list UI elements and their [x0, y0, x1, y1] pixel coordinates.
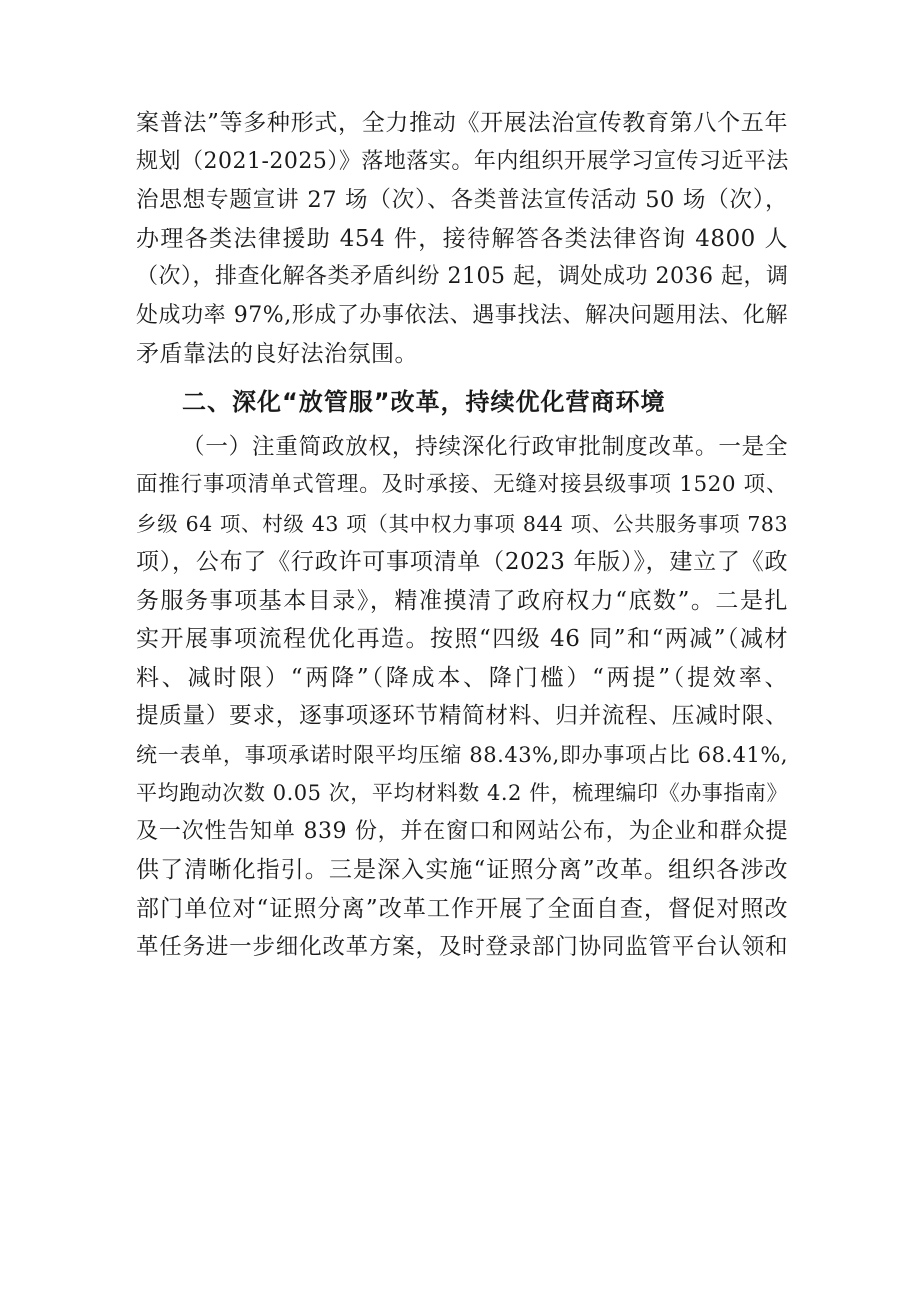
text-line: 项），公布了《行政许可事项清单（2023 年版）》，建立了《政: [136, 549, 788, 575]
text-line: 实开展事项流程优化再造。按照“四级 46 同”和“两减”（减材: [136, 626, 788, 652]
text-line: 处成功率 97%,形成了办事依法、遇事找法、解决问题用法、化解: [136, 302, 788, 328]
text-line: 乡级 64 项、村级 43 项（其中权力事项 844 项、公共服务事项 783: [136, 511, 788, 536]
text-line: 料、减时限）“两降”（降成本、降门槛）“两提”（提效率、: [136, 664, 788, 691]
text-line: 统一表单，事项承诺时限平均压缩 88.43%,即办事项占比 68.41%,: [136, 742, 788, 767]
text-line: 平均跑动次数 0.05 次，平均材料数 4.2 件，梳理编印《办事指南》: [136, 781, 788, 805]
text-line: 革任务进一步细化改革方案，及时登录部门协同监管平台认领和: [136, 934, 788, 960]
text-line: 案普法”等多种形式，全力推动《开展法治宣传教育第八个五年: [136, 110, 788, 136]
section-heading: 二、深化“放管服”改革，持续优化营商环境: [182, 387, 666, 416]
paragraph-legal-publicity: [136, 104, 788, 374]
text-line: 及一次性告知单 839 份，并在窗口和网站公布，为企业和群众提: [136, 818, 788, 844]
text-line: 办理各类法律援助 454 件，接待解答各类法律咨询 4800 人: [136, 225, 788, 252]
text-line: 部门单位对“证照分离”改革工作开展了全面自查，督促对照改: [136, 895, 788, 922]
text-line: 矛盾靠法的良好法治氛围。: [136, 341, 418, 367]
text-line: 面推行事项清单式管理。及时承接、无缝对接县级事项 1520 项、: [136, 472, 788, 497]
text-line: （一）注重简政放权，持续深化行政审批制度改革。一是全: [182, 433, 788, 460]
text-line: 提质量）要求，逐事项逐环节精简材料、归并流程、压减时限、: [136, 703, 788, 729]
text-line: 务服务事项基本目录》，精准摸清了政府权力“底数”。二是扎: [136, 587, 788, 614]
document-page: [136, 104, 788, 967]
text-line: 治思想专题宣讲 27 场（次）、各类普法宣传活动 50 场（次），: [136, 187, 788, 213]
text-line: 规划（2021-2025）》落地落实。年内组织开展学习宣传习近平法: [136, 148, 789, 174]
text-line: 供了清晰化指引。三是深入实施“证照分离”改革。组织各涉改: [136, 857, 788, 883]
text-line: （次），排查化解各类矛盾纠纷 2105 起，调处成功 2036 起，调: [136, 264, 789, 289]
paragraph-admin-reform: [136, 428, 788, 967]
